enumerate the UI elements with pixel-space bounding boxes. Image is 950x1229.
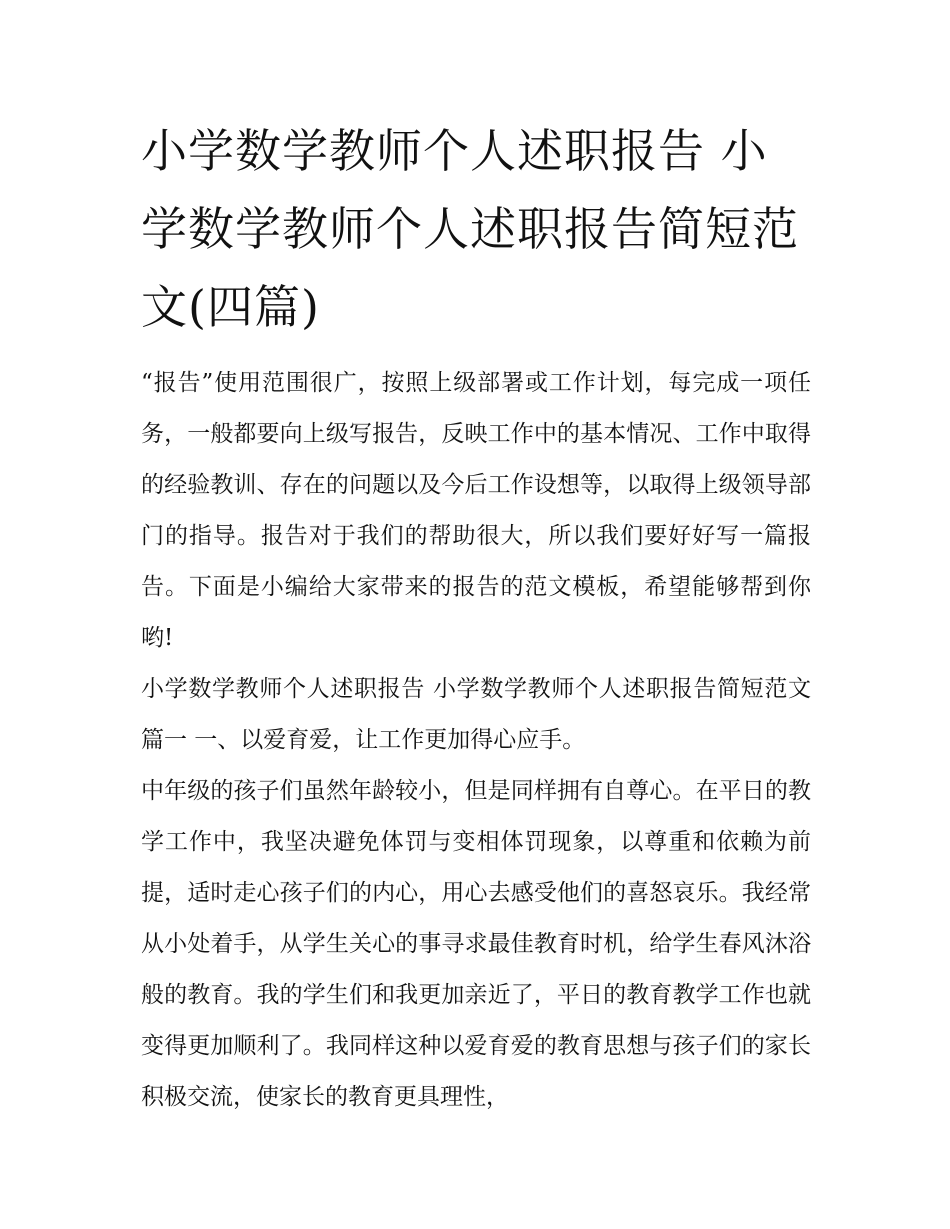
section-heading-paragraph: 小学数学教师个人述职报告 小学数学教师个人述职报告简短范文篇一 一、以爱育爱，让工作更加得心应手。 — [141, 676, 811, 753]
document-body — [141, 112, 811, 1123]
body-paragraph: 中年级的孩子们虽然年龄较小，但是同样拥有自尊心。在平日的教学工作中，我坚决避免体罚与变相体罚现象，以尊重和依赖为前提，适时走心孩子们的内心，用心去感受他们的喜怒哀乐。我经常从小处着手，从学生关心的事寻求最佳教育时机，给学生春风沐浴般的教育。我的学生们和我更加亲近了，平日的教育教学工作也就变得更加顺利了。我同样这种以爱育爱的教育思想与孩子们的家长积极交流，使家长的教育更具理性， — [141, 778, 811, 1110]
document-title: 小学数学教师个人述职报告 小学数学教师个人述职报告简短范文(四篇) — [141, 124, 799, 334]
intro-paragraph: “报告”使用范围很广，按照上级部署或工作计划，每完成一项任务，一般都要向上级写报告，反映工作中的基本情况、工作中取得的经验教训、存在的问题以及今后工作设想等，以取得上级领导部门的指导。报告对于我们的帮助很大，所以我们要好好写一篇报告。下面是小编给大家带来的报告的范文模板，希望能够帮到你哟! — [141, 370, 811, 651]
